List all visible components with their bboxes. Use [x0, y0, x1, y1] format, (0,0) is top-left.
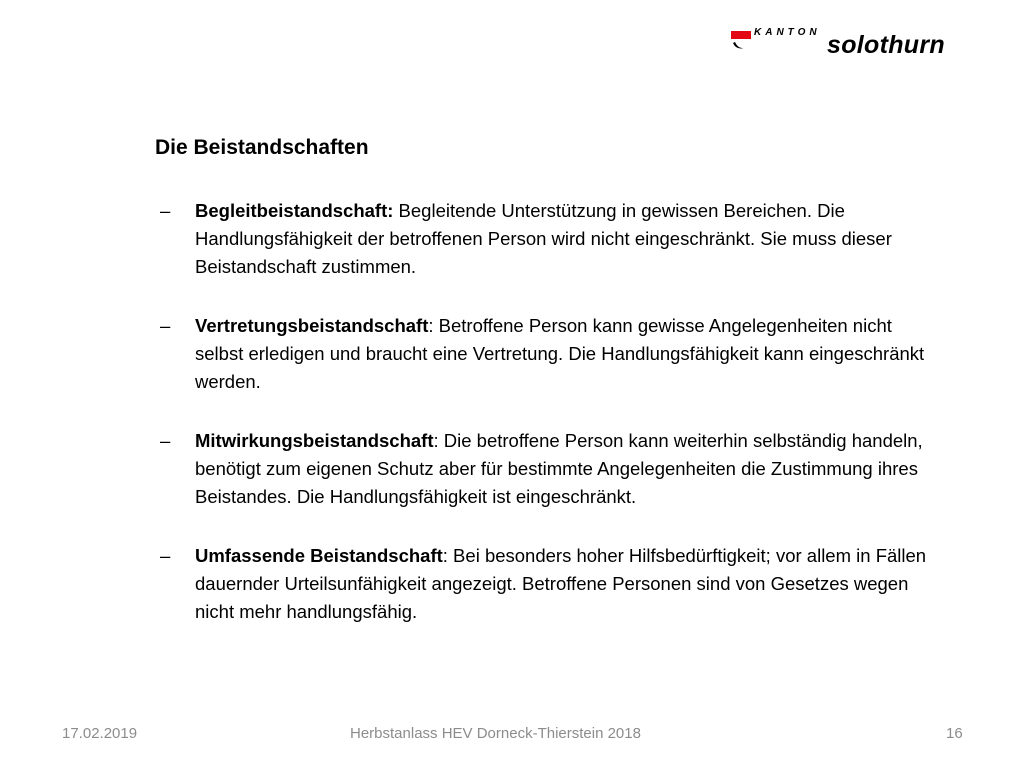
bullet-text: : Die betroffene Person kann weiterhin selbständig handeln, benötigt zum eigenen Schutz aber für bestimmte Angelegenheiten die Zustimmung ihres Beistandes. Die Handlungsfähigkeit ist eingeschränkt.	[195, 430, 923, 507]
bullet-dash: –	[160, 430, 171, 451]
bullet-dash: –	[160, 545, 171, 566]
bullet-text: : Betroffene Person kann gewisse Angelegenheiten nicht selbst erledigen und braucht eine Vertretung. Die Handlungsfähigkeit kann eingeschränkt werden.	[195, 315, 925, 392]
bullet-term: Mitwirkungsbeistandschaft	[195, 430, 434, 451]
logo-solothurn-text: solothurn	[827, 31, 945, 59]
bullet-begleitbeistandschaft	[160, 197, 930, 281]
footer-date: 17.02.2019	[62, 725, 138, 742]
bullet-text: : Bei besonders hoher Hilfsbedürftigkeit; vor allem in Fällen dauernder Urteilsunfähigkeit angezeigt. Betroffene Personen sind von Gesetzes wegen nicht mehr handlungsfähig.	[195, 545, 927, 622]
logo-kanton-text: KANTON	[754, 27, 821, 38]
bullet-vertretungsbeistandschaft	[160, 312, 930, 396]
bullet-text: Begleitende Unterstützung in gewissen Bereichen. Die Handlungsfähigkeit der betroffenen Person wird nicht eingeschränkt. Sie muss dieser Beistandschaft zustimmen.	[195, 200, 892, 277]
slide-title: Die Beistandschaften	[155, 136, 369, 159]
bullet-mitwirkungsbeistandschaft	[160, 427, 930, 511]
bullet-dash: –	[160, 200, 171, 221]
bullet-list	[160, 197, 930, 657]
footer-page-number: 16	[946, 725, 963, 742]
bullet-term: Vertretungsbeistandschaft	[195, 315, 429, 336]
bullet-term: Begleitbeistandschaft:	[195, 200, 394, 221]
bullet-term: Umfassende Beistandschaft	[195, 545, 443, 566]
solothurn-coat-of-arms-icon	[730, 30, 752, 54]
kanton-solothurn-logo	[730, 26, 980, 62]
bullet-umfassende-beistandschaft	[160, 542, 930, 626]
footer-event-title: Herbstanlass HEV Dorneck-Thierstein 2018	[350, 725, 641, 742]
bullet-dash: –	[160, 315, 171, 336]
